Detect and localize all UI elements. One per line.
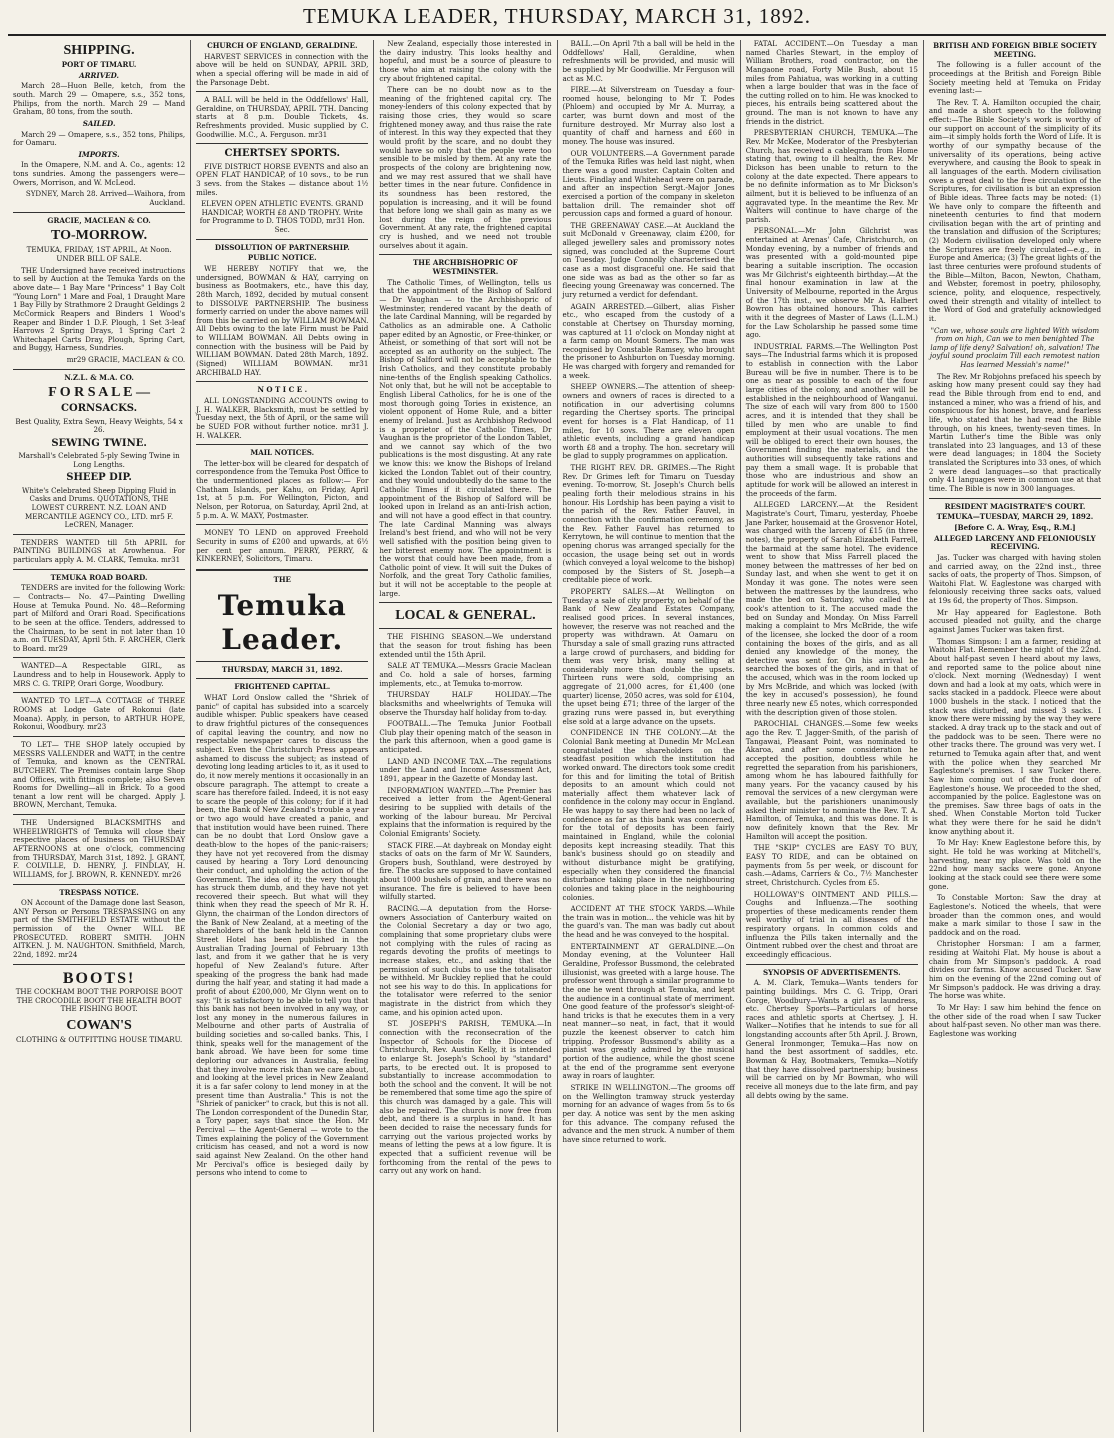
- sewing-text: Marshall's Celebrated 5-ply Sewing Twine in Long Lengths.: [18, 451, 180, 469]
- court-heading: RESIDENT MAGISTRATE'S COURT.: [944, 501, 1086, 511]
- col3-p7: FOOTBALL.—The Temuka Junior Football Club play their opening match of the season in the park this afternoon, when a good game is anticipated.: [379, 719, 552, 755]
- mail-text: The letter-box will be cleared for despatch of correspondence from the Temuka Post Office to the undermentioned places as follow:— For Chatham Islands, per Kahu, on Friday, April 1st, at 5 p.m. For Wellington, Picton, and Nelson, per Rotorua, on Saturday, April 2nd, at 5 p.m. A. W. MAXY, Postmaster.: [196, 458, 369, 520]
- dissolution-text: WE HEREBY NOTIFY that we, the undersigned, BOWMAN & HAY, carrying on business as Bootmakers, etc., have this day, 28th March, 1892, decided by mutual consent to DISSOLVE PARTNERSHIP. The business formerly carried on under the above names will from this be carried on by WILLIAM BOWMAN. All Debts owing to the late Firm must be Paid to WILLIAM BOWMAN. All Debts owing in connection with the business will be Paid by WILLIAM BOWMAN. Dated 28th March, 1892. (Signed) WILLIAM BOWMAN. mr31 ARCHIBALD HAY.: [196, 264, 369, 377]
- cowans-heading: COWAN'S: [66, 1018, 132, 1034]
- mail-heading: MAIL NOTICES.: [250, 448, 315, 458]
- chertsey-heading: CHERTSEY SPORTS.: [224, 148, 340, 160]
- col4-p1: BALL.—On April 7th a ball will be held in the Oddfellows' Hall, Geraldine, when refreshments will be provided, and music will be supplied by Mr Goodwillie. Mr Ferguson will act as M.C.: [562, 40, 735, 83]
- ball-text: A BALL will be held in the Oddfellows' Hall, Geraldine, on THURSDAY, APRIL 7TH. Dancing starts at 8 p.m. Double Tickets, 4s. Refreshments provided. Music supplied by C. Goodwillie. M.C., A. Ferguson. mr31: [196, 95, 369, 139]
- notice-heading: N O T I C E .: [257, 385, 308, 395]
- money-text: MONEY TO LEND on approved Freehold Security in sums of £200 and upwards, at 6½ per cent per annum. PERRY, PERRY, & KINKERNEY, Solicitors, Timaru.: [196, 528, 369, 564]
- sailed-text: March 29 — Omapere, s.s., 352 tons, Philips, for Oamaru.: [13, 129, 186, 148]
- arrived-text: March 28—Huon Belle, ketch, from the south. March 29 — Omapere, s.s., 352 tons, Philips, from the north. March 29 — Mand Graham, 80 tons, from the south.: [13, 81, 186, 117]
- col3-p6: THURSDAY HALF HOLIDAY.—The blacksmiths and wheelwrights of Temuka will observe the Thursday half holiday from to-day.: [379, 690, 552, 717]
- col4-p4: THE GREENAWAY CASE.—At Auckland the suit McDonald v Greenaway, claim £200, for alleged jewellery sales and promissory notes signed, was concluded at the Supreme Court on Tuesday. Judge Connolly characterised the case as a most disgraceful one. He said that one side was as bad as the other so far as fleecing young Greenaway was concerned. The jury returned a verdict for defendant.: [562, 220, 735, 299]
- col6-p7: To Mr Hay: Knew Eaglestone before this, by sight. He told he was working at Mitchell's, harvesting, near my place. Was told on the 22nd how many sacks were gone. Anyone looking at the stack could see there were some gone.: [928, 838, 1102, 891]
- col6-p8: To Constable Morton: Saw the dray at Eaglestone's. Noticed the wheels, that were broader than the common ones, and would make a mark similar to those I saw in the paddock and on the road.: [928, 893, 1102, 937]
- gracie-heading: GRACIE, MACLEAN & CO.: [47, 215, 151, 225]
- col4-p8: PROPERTY SALES.—At Wellington on Tuesday a sale of city property, on behalf of the Bank of New Zealand Estates Company, realised good prices. In several instances, however, the reserve was not reached and the property was withdrawn. At Oamaru on Thursday a sale of small grazing runs attracted a large crowd of purchasers, and bidding for them was very brisk, many selling at considerably more than double the upsets. Thirteen runs were sold, comprising an aggregate of 21,000 acres, for £1,400 (one quarter) license, 2050 acres, was sold for £104, the upset being £71; three of the larger of the grazing runs were passed in, but everything else sold at a large advance on the upsets.: [562, 587, 735, 726]
- col4-p5: AGAIN ARRESTED.—Gilbert, alias Fisher etc., who escaped from the custody of a constable at Chertsey on Thursday morning, was captured at 11 o'clock on Monday night at a farm camp on Mount Somers. The man was recognised by Constable Ramsey, who brought the prisoner to Ashburton on Tuesday morning. He was charged with forgery and remanded for a week.: [562, 301, 735, 380]
- col3-p5: SALE AT TEMUKA.—Messrs Gracie Maclean and Co. hold a sale of horses, farming implements, etc., at Temuka to-morrow.: [379, 661, 552, 688]
- local-general-heading: LOCAL & GENERAL.: [395, 608, 536, 624]
- the-label: THE: [273, 574, 291, 584]
- col5-p3: PERSONAL.—Mr John Gilchrist was entertained at Arenas' Cafe, Christchurch, on Monday evening, by a number of friends and was presented with a gold-mounted pipe bearing a suitable inscription. The occasion was Mr Gilchrist's eighteenth birthday.—At the final honour examination in law at the University of Melbourne, reported in the Argus of the 17th inst., we observe Mr A. Halbert Bowron has obtained honours. This carries with it the degrees of Master of Laws (L.L.M.) for the Law Scholarship he passed some time ago.: [745, 226, 918, 340]
- trespass-heading: TRESPASS NOTICE.: [59, 887, 139, 897]
- athletic-text: ELEVEN OPEN ATHLETIC EVENTS. GRAND HANDICAP, WORTH £8 AND TROPHY. Write for Programme to D. THOS TODD, mr31 Hon. Sec.: [199, 199, 365, 235]
- col3-p11: RACING.—A deputation from the Horse-owners Association of Canterbury waited on the Colonial Secretary a day or two ago, complaining that some proprietary clubs were not complying with the rules of racing as regards devoting the profits of meetings to increase stakes, etc., and asking that the permission of such clubs to use the totalisator be withheld. Mr Buckley replied that he could not see his way to do this. In applications for the totalisator were referred to the senior magistrate in the district from which they came, and his opinion acted upon.: [379, 904, 552, 1017]
- col6-p5: Mr Hay appeared for Eaglestone. Both accused pleaded not guilty, and the charge against James Tucker was taken first.: [928, 607, 1102, 634]
- notice-text: ALL LONGSTANDING ACCOUNTS owing to J. H. WALKER, Blacksmith, must be settled by Tuesday next, the 5th of April, or the same will be SUED FOR without further notice. mr31 J. H. WALKER.: [196, 395, 369, 440]
- frightened-heading: FRIGHTENED CAPITAL.: [234, 682, 331, 692]
- col5-p5: ALLEGED LARCENY.—At the Resident Magistrate's Court, Timaru, yesterday, Phoebe Jane Parker, housemaid at the Grosvenor Hotel, was charged with the larceny of £15 (in three notes), the property of Sarah Elizabeth Farrell, the barmaid at the same hotel. The evidence went to show that Miss Farrell placed the money between the mattresses of her bed on Sunday last, and when she went to get it on Monday it was gone. The notes were seen between the mattresses by the laundress, who made the bed on Saturday, who called the cook's attention to it. The accused made the bed on Sunday and Monday. On Miss Farrell making a complaint to Mrs McBride, the wife of the licensee, she locked the door of a room containing the boxes of the girls, and as all denied any knowledge of the money, the detective was sent for. On his arrival he searched the boxes of the girls, and in that of the accused, which was in the room locked up by Mrs McBride, and which was locked (with the key in accused's possession), he found three nearly new £5 notes, which corresponded with the description given of those stolen.: [745, 500, 918, 717]
- sewing-heading: SEWING TWINE.: [51, 437, 147, 449]
- col3-p10: STACK FIRE.—At daybreak on Monday eight stacks of oats on the farm of Mr W. Saunders, Gropers bush, Southland, were destroyed by fire. The stacks are supposed to have contained about 1000 bushels of grain, and there was no insurance. The fire is believed to have been wilfully started.: [379, 840, 552, 902]
- gracie-signature: mr29 GRACIE, MACLEAN & CO.: [66, 355, 186, 365]
- col5-p8: HOLLOWAY'S OINTMENT AND PILLS.—Coughs and Influenza.—The soothing properties of these medicaments render them well worthy of trial in all diseases of the respiratory organs. In common colds and influenza the Pills taken internally and the Ointment rubbed over the chest and throat are exceedingly efficacious.: [745, 889, 918, 959]
- col4-p2: FIRE.—At Silverstream on Tuesday a four-roomed house, belonging to Mr T. Podes (Phloem) and occupied by Mr A. Murray, a carter, was burnt down and most of the furniture destroyed. Mr Murray also lost a quantity of chaff and harness and £60 in money. The house was insured.: [562, 85, 735, 147]
- col3-p4: THE FISHING SEASON.—We understand that the season for trout fishing has been extended until the 15th April.: [379, 632, 552, 659]
- col4-p12: STRIKE IN WELLINGTON.—The grooms off on the Wellington tramway struck yesterday morning for an advance of wages from 5s to 6s per day. A notice was sent by the men asking for this advance. The company refused the advance and the men struck. A number of them have since returned to work.: [562, 1082, 735, 1144]
- court-before: [Before C. A. Wray, Esq., R.M.]: [954, 522, 1076, 532]
- church-heading: CHURCH OF ENGLAND, GERALDINE.: [207, 41, 358, 50]
- sale-text: THE Undersigned have received instructions to sell by Auction at the Temuka Yards on the above date— 1 Bay Mare "Princess" 1 Bay Colt "Young Lorn" 1 Mare and Foal, 1 Draught Mare 1 Bay Filly by Strathmore 2 Draught Geldings 2 McCormick Reapers and Binders 1 Wood's Reaper and Binder 1 D.F. Plough, 1 Set 3-leaf Harrows 2 Spring Drays, 1 Spring Cart 2 Whitechapel Carts Dray, Plough, Spring Cart, and Buggy, Harness, Sundries.: [13, 265, 186, 353]
- court-subheading: ALLEGED LARCENY AND FELONIOUSLY RECEIVING.: [934, 533, 1096, 552]
- tomorrow-heading: TO-MORROW.: [51, 228, 148, 244]
- column-1: [8, 40, 191, 1432]
- col4-p6: SHEEP OWNERS.—The attention of sheep-owners and owners of races is directed to a notification in our advertising columns regarding the Chertsey sports. The principal event for horses is a Flat Handicap, of 11 miles, for 10 sovs. There are eleven open athletic events, including a grand handicap worth £8 and a trophy. The hon. secretary will be glad to supply programmes on application.: [562, 382, 735, 461]
- imports-label: IMPORTS.: [78, 149, 120, 159]
- col5-p6: PAROCHIAL CHANGES.—Some few weeks ago the Rev. T. Jagger-Smith, of the parish of Tangawai, Pleasant Point, was nominated to Akaroa, and after some consideration he accepted the position, doubtless while he regretted the separation from his parishioners, among whom he has laboured faithfully for many years. For the vacancy caused by his removal the services of a new clergyman were available, but the parishioners unanimously asked their minister to nominate the Rev. T. A. Hamilton, of Temuka, and this was done. It is now definitely known that the Rev. Mr Hamilton will accept the position.: [745, 719, 918, 841]
- col5-p4: INDUSTRIAL FARMS.—The Wellington Post says—The Industrial farms which it is proposed to establish in connection with the Labor Bureau will be five in number. There is to be one as near as possible to each of the four large cities of the colony, and another will be established in the neighbourhood of Wanganui. The size of each will vary from 800 to 1500 acres, and it is intended that they shall be tilled by men who are unable to find employment at their usual vocations. The men will be obliged to erect their own houses, the Government finding the materials, and the authorities will subsequently take rations and pay them a small wage. It is probable that those who are industrious and show an aptitude for work will be allowed an interest in the proceeds of the farm.: [745, 341, 918, 498]
- tenders-painting: TENDERS WANTED till 5th APRIL for PAINTING BUILDINGS at Arowhenua. For particulars apply A. M. CLARK, Temuka. mr31: [13, 537, 186, 565]
- wanted-girl: WANTED—A Respectable GIRL, as Laundress and to help in Housework. Apply to MRS C. G. TRIPP, Orari Gorge, Woodbury.: [13, 661, 186, 688]
- col4-p9: CONFIDENCE IN THE COLONY.—At the Colonial Bank meeting at Dunedin Mr McLean congratulated the shareholders on the steadfast position which the institution had worked onward. The directors took some credit for this and for limiting the total of British deposits to an amount which could not materially affect them whatever lack of confidence in the colony may occur in England. He was happy to say there had been no lack of confidence as far as this bank was concerned, for the total of deposits has been fairly maintained in England, while the colonial deposits kept increasing steadily. That this bank's business should go on steadily and without disturbance might be gratifying, especially when they considered the financial disturbance taking place in the neighbouring colonies and taking place in the neighbouring colonies.: [562, 728, 735, 902]
- frightened-text: WHAT Lord Onslow called the "Shriek of panic" of capital has subsided into a scarcely audible whisper. Public speakers have ceased to draw frightful pictures of the consequences of capital leaving the country, and now no respectable newspaper cares to discuss the subject. Even the Christchurch Press appears ashamed to discuss the subject; as instead of devoting long leading articles to it, as it used to do, it now merely mentions it occasionally in an obscure paragraph. The attempt to create a scare has therefore failed. Indeed, it is not easy to scare the people of this colony; for if it had been, the Bank of New Zealand's trouble a year or two ago would have created a panic, and that institution would have been ruined. There can be no doubt that Lord Onslow gave a death-blow to the hopes of the panic-raisers; they have not yet recovered from the dismay caused by hearing a Tory Lord denouncing their conduct, and upholding the action of the Government. The idea of it; the very thought has struck them dumb, and they have not yet recovered their speech. But what will they think when they read the speech of Mr R. H. Glynn, the chairman of the London directors of the Bank of New Zealand, at a meeting of the shareholders of the bank held in the Cannon Street Hotel has been published in the Australian Trading Journal of February 13th last, and from it we gather that he is very hopeful of New Zealand's future. After speaking of the progress the bank had made during the half year, and stating it had made a profit of about £200,000, Mr Glynn went on to say: "It is satisfactory to be able to tell you that this bank has not been involved in any way, or lost any money in the numerous failures in Melbourne and other parts of Australia of building societies and so-called banks. This, I think, speaks well for the management of the bank abroad. We have been for some time deploring our advances in Australia, feeling that they involve more risk than we care about, and looking at the level prices in New Zealand it is a far safer colony to lend money in at the present time than Australia." This is not the "Shriek of panicker" to crack, but this is not all. The London correspondent of the Dunedin Star, a Tory paper, says that since the Hon. Mr Percival — the Agent-General — wrote to the Times explaining the policy of the Government criticism has ceased, and not a word is now said against New Zealand. On the other hand Mr Percival's office is besieged daily by persons who intend to come to: [196, 693, 369, 1178]
- col6-p3: The Rev. Mr Robjohns prefaced his speech by asking how many present could say they had read the Bible through from end to end, and instanced a miner, who was a friend of his, and conspicuous for his honest, brave, and fearless life, who stated that he had read the Bible through, on his knees, twenty-seven times. In Martin Luther's time the Bible was only translated into 23 languages, and 13 of these were dead languages; in 1804 the Society translated the Scriptures into 33 ones, of which 2 were dead languages—so that practically only 41 languages were in common use at that time. The Bible is now in 300 languages.: [928, 371, 1102, 494]
- col6-p9: Christopher Horsman: I am a farmer, residing at Waitohi Flat. My house is about a chain from Mr Simpson's paddock. A road divides our farms. Know accused Tucker. Saw him on the evening of the 22nd coming out of Mr Simpson's paddock. He was driving a dray. The horse was white.: [928, 939, 1102, 1001]
- court-dateline: TEMUKA—TUESDAY, MARCH 29, 1892.: [936, 512, 1094, 522]
- for-sale-heading: F O R S A L E —: [48, 385, 150, 401]
- tenders-road-board: TENDERS are invited for the following Work:— Contracts— No. 47—Painting Dwelling House at Temuka Pound. No. 48—Reforming part of Milford and Orari Road. Specifications to be seen at the office. Tenders, addressed to the Chairman, to be sent in not later than 10 a.m. on TUESDAY, April 5th. F. ARCHER, Clerk to Board. mr29: [13, 583, 186, 653]
- sailed-label: SAILED.: [82, 118, 116, 128]
- col4-p11: ENTERTAINMENT AT GERALDINE.—On Monday evening, at the Volunteer Hall Geraldine, Professor Bussmond, the celebrated illusionist, was greeted with a large house. The professor went through a similar programme to the one he went through at Temuka, and kept the audience in a continual state of merriment. One good feature of the professor's sleight-of-hand tricks is that he executes them in a very neat manner—so neat, in fact, that it would puzzle the keenest observer to catch him tripping. Professor Bussmond's ability as a pianist was greatly admired by the musical portion of the audience, while the ghost scene at the end of the programme sent everyone away in roars of laughter.: [562, 941, 735, 1081]
- col3-p9: INFORMATION WANTED.—The Premier has received a letter from the Agent-General desiring to be supplied with details of the working of the labour bureau. Mr Percival explains that the information is required by the Colonial Emigrants' Society.: [379, 785, 552, 838]
- to-let: TO LET— THE SHOP lately occupied by MESSRS VALLENDER and WATT, in the centre of Temuka, and known as the CENTRAL BUTCHERY. The Premises contain large Shop and Offices, with fittings complete; also Seven Rooms for Dwelling—all in Brick. To a good tenant a low rent will be charged. Apply J. BROWN, Merchant, Temuka.: [13, 739, 186, 810]
- trespass-text: ON Account of the Damage done last Season, ANY Person or Persons TRESPASSING on any part of the SMITHFIELD ESTATE without the permission of the Owner WILL BE PROSECUTED. ROBERT SMITH. JOHN AITKEN. J. M. NAUGHTON. Smithfield, March, 22nd, 1892. mr24: [13, 898, 186, 960]
- col3-p1: New Zealand, especially those interested in the dairy industry. This looks healthy and hopeful, and must be a source of pleasure to those who aim at raising the colony with the cry about frightened capital.: [379, 40, 552, 83]
- shipping-title: SHIPPING.: [63, 43, 135, 58]
- public-notice-heading: PUBLIC NOTICE.: [247, 253, 317, 263]
- date-line: THURSDAY, MARCH 31, 1892.: [221, 664, 343, 674]
- col5-p7: THE "SKIP" CYCLES are EASY TO BUY, EASY TO RIDE, and can be obtained on payments from 5s per week, or discount for cash.—Adams, Carriers & Co., 7½ Manchester street, Christchurch. Cycles from £5.: [745, 843, 918, 887]
- cornsacks-heading: CORNSACKS.: [61, 403, 138, 415]
- sheepdip-heading: SHEEP DIP.: [66, 472, 132, 484]
- road-board-heading: TEMUKA ROAD BOARD.: [50, 572, 148, 582]
- col6-p2: The Rev. T. A. Hamilton occupied the chair, and made a short speech to the following effect:—The Bible Society's work is worthy of our support on account of the simplicity of its aim—it simply holds forth the Word of Life. It is worthy of our sympathy because of the universality of its operations, being active everywhere, and causing the Book to speak in all languages of the earth. Modern civilisation owes a great deal to the free circulation of the Scriptures, for civilisation is but an expression of Bible ideas. Three facts may be noted: (1) We have only to compare the fifteenth and nineteenth centuries to find that modern civilisation began with the art of printing and the translation and diffusion of the Scriptures; (2) Modern civilisation developed only where the Scriptures are freely circulated—e.g., in Europe and America; (3) The great lights of the last three centuries were profound students of the Bible—Milton, Bacon, Newton, Chatham, and Webster, foremost in poetry, philosophy, science, polity, and eloquence, respectively, owed their strength and vitality of intellect to the Word of God and gratefully acknowledged it.: [928, 97, 1102, 323]
- port-heading: PORT OF TIMARU.: [61, 60, 137, 70]
- boots-heading: BOOTS!: [62, 969, 136, 987]
- col6-p6: Thomas Simpson: I am a farmer, residing at Waitohi Flat. Remember the night of the 22nd. About half-past seven I heard about my laws, and reported same to the police about nine o'clock. Next morning (Wednesday) I went down and had a look at my oats, which were in sacks stacked in a paddock. Fleece were about 1000 bushels in the stack. I noticed that the stack was disturbed, and missed 3 sacks. I know there were missing by the way they were stacked. A dray track up to the stack and out of the paddock was to be seen. There were no other tracks there. The ground was very wet. I returned to Temuka again after that, and went with the police when they searched Mr Eaglestone's premises. I saw Tucker there. Saw him coming out of the front door of Eaglestone's house. We proceeded to the shed, accompanied by the police. Eaglestone was on the premises. Saw three bags of oats in the shed. When Constable Morton told Tucker what they were there for he said he didn't know anything about it.: [928, 636, 1102, 836]
- column-6: [924, 40, 1106, 1432]
- cornsacks-text: Best Quality, Extra Sewn, Heavy Weights, 54 x 26.: [15, 416, 183, 435]
- col3-p3: The Catholic Times, of Wellington, tells us that the appointment of the Bishop of Salford — Dr Vaughan — to the Archbishopric of Westminster, rendered vacant by the death of the late Cardinal Manning, will be regarded by Catholics as an admirable one. A Catholic paper edited by an Agnostic, or Free-thinker, or Atheist, or something of that sort will not be accepted as an authority on the subject. The Bishop of Salford will not be acceptable to the Irish Catholics, and they constitute probably nine-tenths of the English speaking Catholics. Not only that, but he will not be acceptable to English Liberal Catholics, for he is one of the most thorough going Tories in existence, an violent opponent of Home Rule, and a bitter enemy of Ireland. Just as Archbishop Redwood is a proprietor of the Catholic Times, Dr Vaughan is the proprietor of the London Tablet, and we cannot say which of the two publications is the most disgusting. At any rate we know this: we know the Bishops of Ireland kicked the London Tablet out of their country, and they would undoubtedly do the same to the Catholic Times if it circulated there. The appointment of the Bishop of Salford will be looked upon in Ireland as an anti-Irish action, and will not have a good effect in that country. The late Cardinal Manning was always Ireland's best friend, and who will not be very well satisfied with the position being given to her bitterest enemy now. The appointment is the worst that could have been made, from a Catholic point of view. It will suit the Dukes of Norfolk, and the great Tory Catholic families, but it will not be acceptable to the people at large.: [379, 277, 552, 598]
- col6-p4: Jas. Tucker was charged with having stolen and carried away, on the 22nd inst., three sacks of oats, the property of Thos. Simpson, of Waitohi Flat. W. Eaglestone was charged with feloniously receiving three sacks oats, valued at 19s 6d, the property of Thos. Simpson.: [928, 552, 1102, 606]
- col6-p1: The following is a fuller account of the proceedings at the British and Foreign Bible Society meeting held at Temuka on Friday evening last:—: [928, 60, 1102, 96]
- column-3: [374, 40, 557, 1432]
- synopsis-heading: SYNOPSIS OF ADVERTISEMENTS.: [762, 967, 901, 977]
- col3-p12: ST. JOSEPH'S PARISH, TEMUKA.—In connection with the reconsecration of the Inspector of Schools for the Diocese of Christchurch, Rev. Austin Kelly, it is intended to enlarge St. Joseph's School by "standard" parts, to be erected out. It is proposed to substantially to increase accommodation to both the school and the convent. It will be not be remembered that some time ago the spire of this church was damaged by a gale. This will also be repaired. The church is now free from debt, and there is a surplus in hand. It has been decided to raise the necessary funds for carrying out the various projected works by means of letting the pews at a low figure. It is expected that a sufficient revenue will be forthcoming from the rental of the pews to carry out any work on hand.: [379, 1019, 552, 1176]
- col4-p3: OUR VOLUNTEERS.—A Government parade of the Temuka Rifles was held last night, when there was a good muster. Captain Colten and Lieuts. Findlay and Whitehead were on parade, and after an inspection Sergt.-Major Jones exercised a portion of the company in skeleton battalion drill. The remainder shot off percussion caps and formed a guard of honour.: [562, 148, 735, 219]
- blacksmiths-notice: THE Undersigned BLACKSMITHS and WHEELWRIGHTS of Temuka will close their respective places of business on THURSDAY AFTERNOONS at one o'clock, commencing from THURSDAY, March 31st, 1892. J. GRANT, F. COLVILLE, D. HENRY, J. FINDLAY, H. WILLIAMS, for J. BROWN, R. KENNEDY. mr26: [13, 818, 186, 879]
- col5-p2: PRESBYTERIAN CHURCH, TEMUKA.—The Rev. Mr McKee, Moderator of the Presbyterian Church, has received a cablegram from Home stating that, owing to ill health, the Rev. Mr Dickson has been unable to return to the colony at the date expected. There appears to be no definite information as to Mr Dickson's ailment, but it is believed to be influenza of an aggravated type. In the meantime the Rev. Mr Walters will continue to have charge of the parish.: [745, 128, 918, 224]
- church-text: HARVEST SERVICES in connection with the above will be held on SUNDAY, APRIL 3RD, when a special offering will be made in aid of the Parsonage Debt.: [196, 51, 369, 87]
- arrived-label: ARRIVED.: [79, 70, 120, 80]
- nzla-heading: N.Z.L. & M.A. CO.: [64, 372, 134, 382]
- col4-p10: ACCIDENT AT THE STOCK YARDS.—While the train was in motion... the vehicle was hit by the guard's van. The man was badly cut about the head and he was conveyed to the hospital.: [562, 904, 735, 940]
- hymn-text: "Can we, whose souls are lighted With wisdom from on high, Can we to men benighted The lamp of life deny? Salvation! oh, salvation! The joyful sound proclaim Till each remotest nation Has learned Messiah's name!": [929, 325, 1100, 370]
- synopsis-text: A. M. Clark, Temuka—Wants tenders for painting buildings. Mrs C. G. Tripp, Orari Gorge, Woodbury—Wants a girl as laundress, etc. Chertsey Sports—Particulars of horse races and athletic sports at Chertsey. J. H. Walker—Notifies that he intends to sue for all longstanding accounts after 5th April. J. Brown, General Ironmonger, Temuka—Has now on hand the best assortment of saddles, etc. Bowman & Hay, Bootmakers, Temuka—Notify that they have dissolved partnership; business will be carried on by Mr Bowman, who will receive all moneys due to the late firm, and pay all debts owing by the same.: [745, 978, 918, 1100]
- col3-p2: There can be no doubt now as to the meaning of the frightened capital cry. The money-lenders of this colony expected that by raising those cries, they would so scare frightened money away, and thus raise the rate of interest. In this way they expected that they would profit by the scare, and no doubt they would have so only that the people were too sensible to be misled by them. At any rate the prospects of the colony are brightening now, and we may rest assured that we shall have better times in the near future. Confidence in its soundness has been restored, the population is increasing, and it will be found that before long we shall gain as many as we lost during the reign of the previous Government. At any rate, the frightened capital cry is hushed, and we need not trouble ourselves about it again.: [379, 85, 552, 250]
- masthead: TEMUKA LEADER, THURSDAY, MARCH 31, 1892.: [8, 0, 1106, 36]
- cowans-sub: CLOTHING & OUTFITTING HOUSE TIMARU.: [15, 1035, 183, 1045]
- sydney-text: SYDNEY, March 28. Arrived—Waihora, from Auckland.: [25, 189, 186, 208]
- sale-line: TEMUKA, FRIDAY, 1ST APRIL, At Noon. UNDER BILL OF SALE.: [26, 245, 172, 264]
- newspaper-columns: [8, 40, 1106, 1432]
- column-2: [191, 40, 374, 1432]
- chertsey-text: FIVE DISTRICT HORSE EVENTS and also an OPEN FLAT HANDICAP, of 10 sovs., to be run 3 sevs. from the Stakes — distance about 1½ miles.: [196, 161, 369, 197]
- boots-list: THE COCKHAM BOOT THE PORPOISE BOOT THE CROCODILE BOOT THE HEALTH BOOT THE FISHING BOOT.: [15, 987, 183, 1014]
- dissolution-heading: DISSOLUTION OF PARTNERSHIP.: [214, 242, 350, 252]
- col4-p7: THE RIGHT REV. DR. GRIMES.—The Right Rev. Dr Grimes left for Timaru on Tuesday evening. To-morrow, St. Joseph's Church bells pealing forth their melodious strains in his honour. His Lordship has been paying a visit to the parish of the Rev. Father Fauvel, in connection with the confirmation ceremony, as the Rev. Father Fauvel has returned to Kerrytown, he will continue to mention that the opening chorus was arranged specially for the occasion, the usage being set out in words (which conveyed a loyal welcome to the bishop) composed by the Sisters of St. Joseph—a creditable piece of work.: [562, 463, 735, 585]
- col5-p1: FATAL ACCIDENT.—On Tuesday a man named Charles Stewart, in the employ of William Brothers, road contractor, on the Mangaone road, Forty Mile Bush, about 15 miles from Pahiatua, was working in a cutting when a large boulder that was in the face of the cutting rolled on to him. He was knocked to pieces, his entrails being scattered about the ground. The man is not known to have any friends in the district.: [745, 40, 918, 126]
- wanted-cottage: WANTED TO LET—A COTTAGE of THREE ROOMS at Lodge Gate of Rokonui (late Moana). Apply, in person, to ARTHUR HOPE, Rokonui, Woodbury. mr23: [13, 696, 186, 732]
- paper-title: Temuka Leader.: [217, 588, 347, 656]
- col6-p10: To Mr Hay: I saw him behind the fence on the other side of the road when I saw Tucker about half-past seven. No other man was there. Eaglestone was working: [928, 1002, 1102, 1038]
- column-4: [558, 40, 741, 1432]
- imports-text: In the Omapere, N.M. and A. Co., agents: 12 tons sundries. Among the passengers were—Owers, Morrison, and W. McLeod.: [13, 160, 186, 187]
- bible-heading: BRITISH AND FOREIGN BIBLE SOCIETY MEETING.: [933, 41, 1097, 59]
- archbishop-heading: THE ARCHBISHOPRIC OF WESTMINSTER.: [413, 258, 518, 277]
- sheepdip-text: White's Celebrated Sheep Dipping Fluid in Casks and Drums. QUOTATIONS, THE LOWEST CURRENT. N.Z. LOAN AND MERCANTILE AGENCY CO., LTD. mr5 F. LeCREN, Manager.: [22, 485, 177, 530]
- col3-p8: LAND AND INCOME TAX.—The regulations under the Land and Income Assessment Act, 1891, appear in the Gazette of Monday last.: [379, 756, 552, 784]
- column-5: [741, 40, 924, 1432]
